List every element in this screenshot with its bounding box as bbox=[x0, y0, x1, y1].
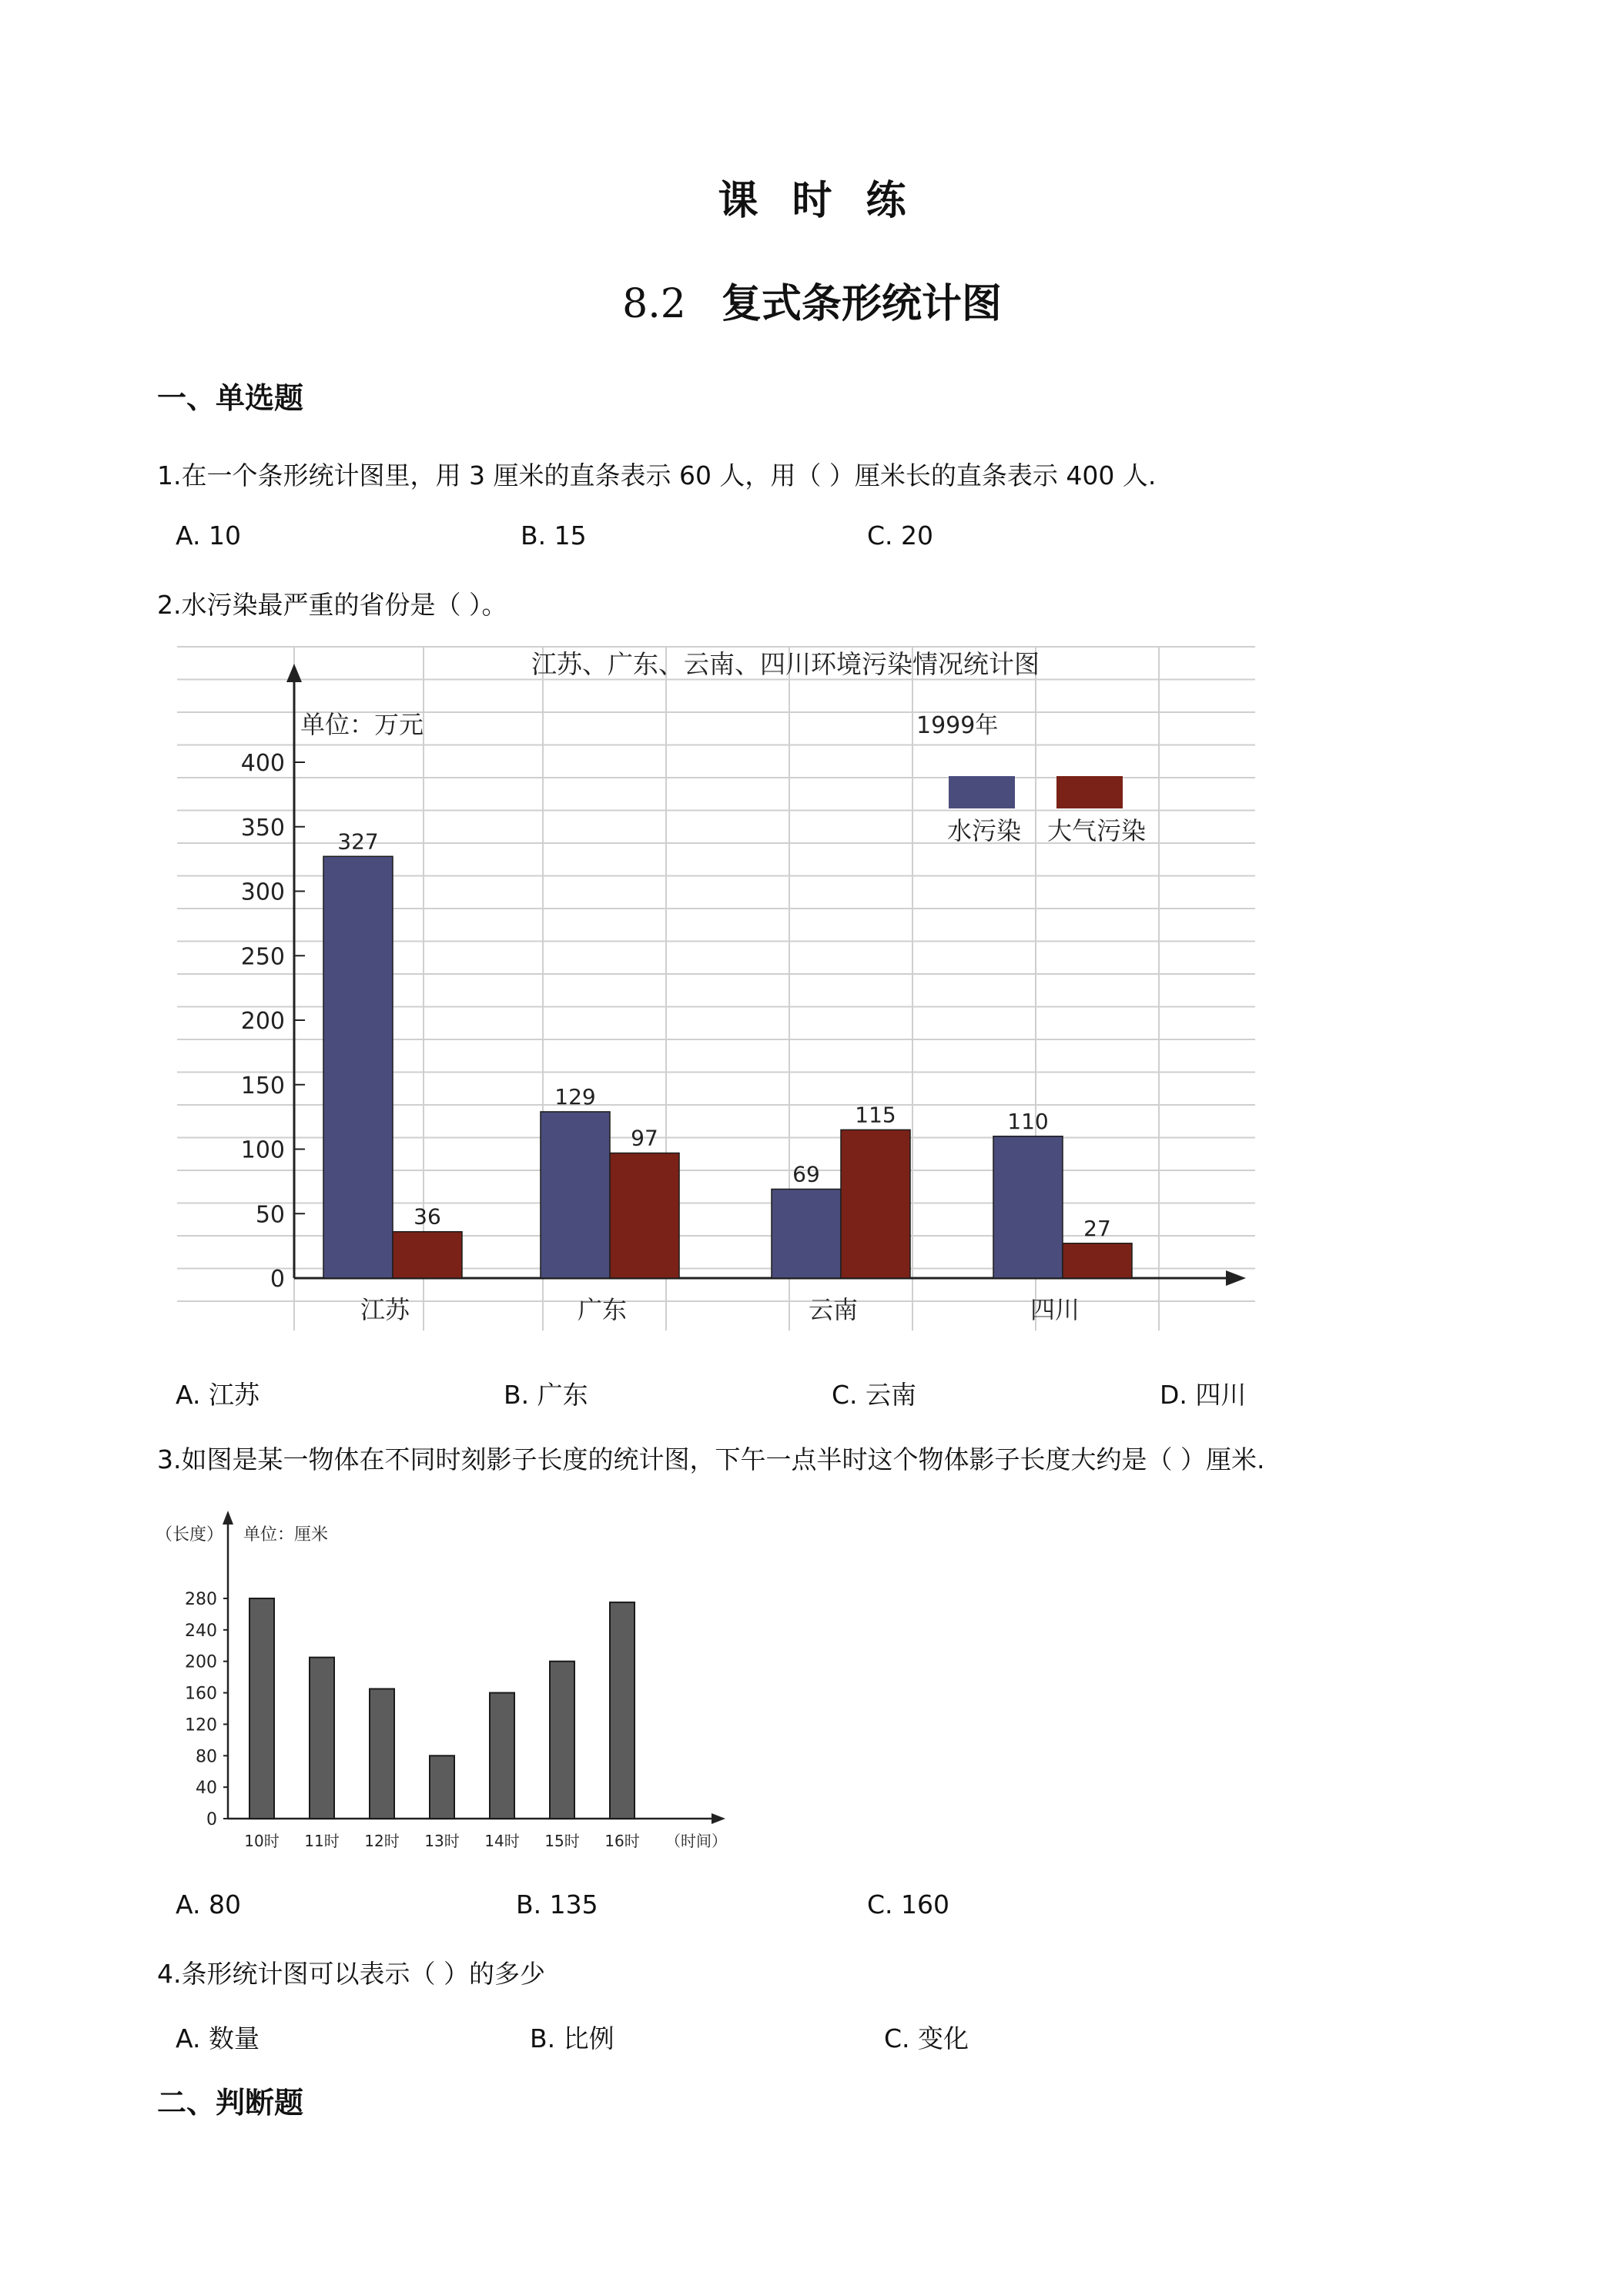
bar-value-label: 69 bbox=[792, 1161, 820, 1187]
bar bbox=[370, 1689, 394, 1819]
q4-option-b: B. 比例 bbox=[530, 2023, 614, 2053]
y-tick-label: 0 bbox=[206, 1810, 217, 1829]
legend-water-label: 水污染 bbox=[947, 816, 1022, 845]
x-category-label: 15时 bbox=[544, 1832, 580, 1850]
x-category-label: 10时 bbox=[244, 1832, 280, 1850]
bar-value-label: 36 bbox=[414, 1203, 441, 1230]
bar-value-label: 115 bbox=[855, 1102, 896, 1128]
question-3: 3.如图是某一物体在不同时刻影子长度的统计图，下午一点半时这个物体影子长度大约是（ ）厘米. bbox=[157, 1444, 1265, 1474]
y-axis-arrow bbox=[223, 1511, 233, 1525]
bar-value-label: 129 bbox=[554, 1083, 596, 1110]
y-tick-label: 400 bbox=[240, 750, 285, 777]
q1-option-a: A. 10 bbox=[176, 520, 241, 551]
shadow-length-chart bbox=[154, 1501, 755, 1871]
y-tick-label: 300 bbox=[240, 879, 285, 906]
bar-air bbox=[841, 1130, 910, 1278]
bar bbox=[550, 1662, 574, 1819]
q3-option-a: A. 80 bbox=[176, 1889, 241, 1919]
bar bbox=[490, 1693, 514, 1819]
page-title bbox=[0, 168, 1624, 226]
x-category-label: 16时 bbox=[604, 1832, 640, 1850]
y-tick-label: 240 bbox=[185, 1621, 217, 1641]
bar-air bbox=[610, 1153, 679, 1278]
y-tick-label: 100 bbox=[240, 1136, 285, 1164]
title-char: 练 bbox=[866, 177, 906, 224]
bar-water bbox=[541, 1112, 610, 1278]
legend-air-swatch bbox=[1056, 776, 1123, 808]
y-tick-label: 120 bbox=[185, 1715, 217, 1735]
y-tick-label: 200 bbox=[185, 1652, 217, 1672]
question-4: 4.条形统计图可以表示（ ）的多少 bbox=[157, 1959, 545, 1989]
q3-option-c: C. 160 bbox=[867, 1889, 950, 1919]
bar bbox=[430, 1755, 454, 1819]
title-char: 课 bbox=[718, 177, 758, 224]
x-category-label: 江苏 bbox=[360, 1295, 410, 1324]
x-axis-arrow bbox=[1226, 1270, 1246, 1286]
bar-water bbox=[993, 1136, 1063, 1278]
x-category-label: 云南 bbox=[808, 1295, 859, 1324]
y-tick-label: 50 bbox=[255, 1201, 285, 1229]
year-label: 1999年 bbox=[916, 712, 999, 739]
y-tick-label: 250 bbox=[240, 943, 285, 971]
y-tick-label: 0 bbox=[270, 1266, 285, 1293]
question-2: 2.水污染最严重的省份是（ ）。 bbox=[157, 590, 507, 620]
y-tick-label: 160 bbox=[185, 1684, 217, 1704]
subtitle-text: 复式条形统计图 bbox=[721, 280, 1002, 327]
q1-option-b: B. 15 bbox=[521, 520, 587, 551]
y-tick-label: 80 bbox=[196, 1747, 217, 1767]
x-category-label: 14时 bbox=[484, 1832, 520, 1850]
bar bbox=[249, 1598, 274, 1819]
q4-option-a: A. 数量 bbox=[176, 2023, 260, 2053]
q2-option-c: C. 云南 bbox=[832, 1380, 917, 1410]
x-category-label: 12时 bbox=[364, 1832, 400, 1850]
section-true-false: 二、判断题 bbox=[157, 2086, 304, 2120]
bar-value-label: 110 bbox=[1007, 1108, 1049, 1134]
x-category-label: 广东 bbox=[577, 1295, 628, 1324]
bar-water bbox=[772, 1189, 841, 1278]
y-tick-label: 40 bbox=[196, 1779, 217, 1799]
question-1: 1.在一个条形统计图里，用 3 厘米的直条表示 60 人，用（ ）厘米长的直条表示 400 人. bbox=[157, 460, 1157, 490]
title-char: 时 bbox=[792, 177, 832, 224]
q2-option-d: D. 四川 bbox=[1160, 1380, 1247, 1410]
pollution-chart bbox=[177, 638, 1255, 1340]
legend-air-label: 大气污染 bbox=[1047, 816, 1147, 845]
unit-label: 单位：厘米 bbox=[243, 1525, 329, 1545]
x-axis-label: （时间） bbox=[665, 1832, 727, 1850]
bar-air bbox=[393, 1232, 462, 1278]
legend-water-swatch bbox=[949, 776, 1015, 808]
y-tick-label: 280 bbox=[185, 1590, 217, 1609]
y-tick-label: 350 bbox=[240, 814, 285, 842]
q2-option-a: A. 江苏 bbox=[176, 1380, 260, 1410]
bar bbox=[310, 1658, 334, 1819]
x-axis-arrow bbox=[712, 1813, 725, 1824]
bar-value-label: 27 bbox=[1083, 1215, 1111, 1241]
bar bbox=[610, 1602, 635, 1819]
bar-value-label: 327 bbox=[337, 828, 379, 855]
y-tick-label: 200 bbox=[240, 1008, 285, 1035]
x-category-label: 13时 bbox=[424, 1832, 460, 1850]
q3-option-b: B. 135 bbox=[516, 1889, 598, 1919]
chart-title: 江苏、广东、云南、四川环境污染情况统计图 bbox=[531, 649, 1040, 679]
x-category-label: 11时 bbox=[304, 1832, 340, 1850]
bar-air bbox=[1063, 1243, 1132, 1278]
q2-option-b: B. 广东 bbox=[504, 1380, 588, 1410]
page-subtitle bbox=[0, 271, 1624, 329]
bar-value-label: 97 bbox=[631, 1125, 658, 1151]
x-category-label: 四川 bbox=[1030, 1295, 1080, 1324]
q1-option-c: C. 20 bbox=[867, 520, 934, 551]
section-single-choice: 一、单选题 bbox=[157, 381, 304, 415]
y-tick-label: 150 bbox=[240, 1072, 285, 1099]
q4-option-c: C. 变化 bbox=[884, 2023, 969, 2053]
y-axis-arrow bbox=[286, 664, 302, 682]
subtitle-number: 8.2 bbox=[622, 281, 686, 327]
bar-water bbox=[323, 856, 393, 1278]
unit-label: 单位：万元 bbox=[300, 710, 424, 739]
y-axis-label: （长度） bbox=[156, 1525, 224, 1545]
